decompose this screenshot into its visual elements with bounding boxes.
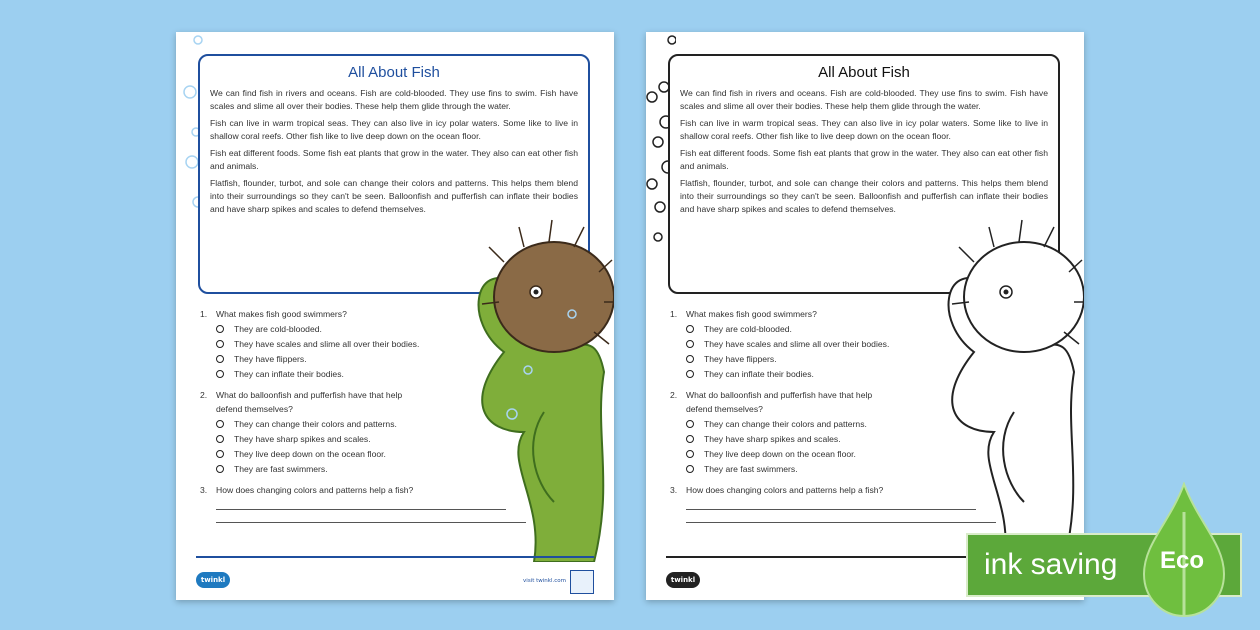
paragraph: Flatfish, flounder, turbot, and sole can change their colors and patterns. This helps them blend into their surroundings so they can't be seen. Balloonfish and pufferfish can inflate their bodies and have sharp spikes and scales to defend themselves. [210, 178, 578, 214]
question-number: 1. [670, 309, 678, 319]
question-text: How does changing colors and patterns help a fish? [686, 485, 884, 495]
radio-circle-icon[interactable] [216, 340, 224, 348]
paragraph: Fish can live in warm tropical seas. They can also live in icy polar waters. Some like to live in shallow coral reefs. Other fish like to live deep down on the ocean floor. [680, 118, 1048, 141]
question-text: What makes fish good swimmers? [686, 309, 817, 319]
option-label: They can change their colors and patterns. [234, 418, 397, 429]
option-label: They have flippers. [704, 353, 777, 364]
radio-circle-icon[interactable] [686, 420, 694, 428]
radio-circle-icon[interactable] [686, 450, 694, 458]
radio-circle-icon[interactable] [216, 435, 224, 443]
worksheet-black-white [646, 32, 1084, 600]
option-label: They have scales and slime all over their bodies. [234, 338, 420, 349]
question-text: What do balloonfish and pufferfish have that help defend themselves? [216, 390, 403, 414]
option-label: They are fast swimmers. [234, 463, 328, 474]
question-text: What do balloonfish and pufferfish have that help defend themselves? [686, 390, 873, 414]
question-number: 1. [200, 309, 208, 319]
paragraph: Flatfish, flounder, turbot, and sole can change their colors and patterns. This helps them blend into their surroundings so they can't be seen. Balloonfish and pufferfish can inflate their bodies and have sharp spikes and scales to defend themselves. [680, 178, 1048, 214]
question-number: 2. [200, 390, 208, 400]
twinkl-logo: twinkl [666, 572, 700, 588]
pufferfish-seaweed-illustration [444, 202, 614, 562]
question-number: 2. [670, 390, 678, 400]
ink-saving-label: ink saving [984, 548, 1118, 581]
question-number: 3. [200, 485, 208, 495]
option-label: They live deep down on the ocean floor. [234, 448, 386, 459]
option-label: They live deep down on the ocean floor. [704, 448, 856, 459]
page-title: All About Fish [818, 64, 910, 81]
radio-circle-icon[interactable] [686, 325, 694, 333]
worksheet-color [176, 32, 614, 600]
option-label: They have scales and slime all over their bodies. [704, 338, 890, 349]
footer [176, 550, 614, 600]
option-label: They are cold-blooded. [234, 323, 322, 334]
radio-circle-icon[interactable] [216, 450, 224, 458]
option-label: They can change their colors and patterns. [704, 418, 867, 429]
twinkl-logo: twinkl [196, 572, 230, 588]
website-url[interactable]: visit twinkl.com [523, 578, 566, 584]
radio-circle-icon[interactable] [686, 340, 694, 348]
radio-circle-icon[interactable] [686, 370, 694, 378]
question-number: 3. [670, 485, 678, 495]
option-label: They have flippers. [234, 353, 307, 364]
pufferfish-seaweed-outline-illustration [914, 202, 1084, 562]
radio-circle-icon[interactable] [686, 355, 694, 363]
quality-badge-icon [570, 570, 594, 594]
paragraph: We can find fish in rivers and oceans. Fish are cold-blooded. They use fins to swim. Fish have scales and slime all over their bodies. These help them glide through the water. [680, 88, 1048, 111]
option-label: They are cold-blooded. [704, 323, 792, 334]
radio-circle-icon[interactable] [216, 325, 224, 333]
option-label: They can inflate their bodies. [704, 368, 814, 379]
option-label: They have sharp spikes and scales. [234, 433, 371, 444]
radio-circle-icon[interactable] [686, 435, 694, 443]
paragraph: We can find fish in rivers and oceans. Fish are cold-blooded. They use fins to swim. Fish have scales and slime all over their bodies. These help them glide through the water. [210, 88, 578, 111]
radio-circle-icon[interactable] [216, 370, 224, 378]
option-label: They have sharp spikes and scales. [704, 433, 841, 444]
radio-circle-icon[interactable] [216, 355, 224, 363]
paragraph: Fish eat different foods. Some fish eat plants that grow in the water. They also can eat other fish and animals. [680, 148, 1048, 171]
radio-circle-icon[interactable] [686, 465, 694, 473]
paragraph: Fish can live in warm tropical seas. They can also live in icy polar waters. Some like to live in shallow coral reefs. Other fish like to live deep down on the ocean floor. [210, 118, 578, 141]
option-label: They are fast swimmers. [704, 463, 798, 474]
paragraph: Fish eat different foods. Some fish eat plants that grow in the water. They also can eat other fish and animals. [210, 148, 578, 171]
question-text: How does changing colors and patterns help a fish? [216, 485, 414, 495]
page-title: All About Fish [348, 64, 440, 81]
footer-divider [196, 556, 594, 558]
option-label: They can inflate their bodies. [234, 368, 344, 379]
radio-circle-icon[interactable] [216, 465, 224, 473]
eco-label: Eco [1160, 547, 1205, 574]
question-text: What makes fish good swimmers? [216, 309, 347, 319]
radio-circle-icon[interactable] [216, 420, 224, 428]
